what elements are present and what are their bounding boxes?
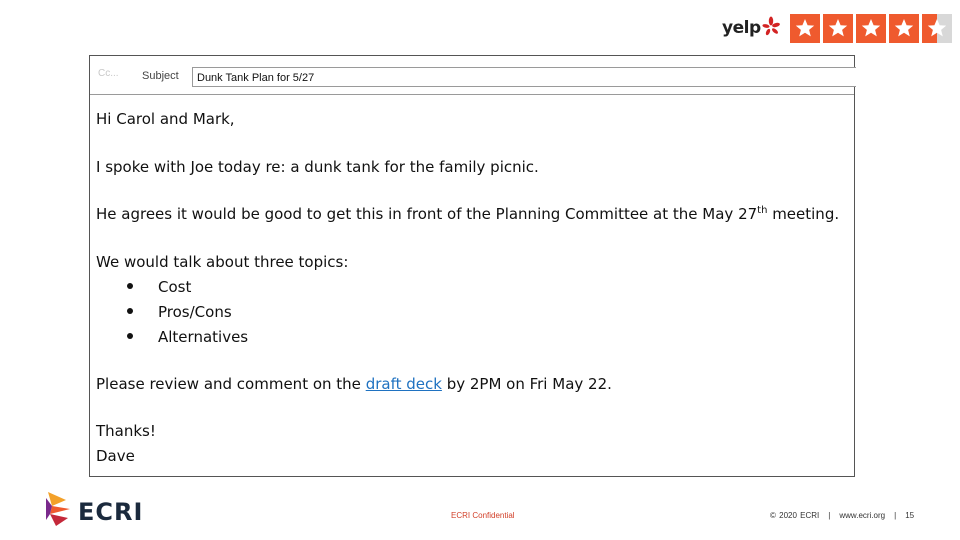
paragraph-1: I spoke with Joe today re: a dunk tank for the family picnic.	[96, 158, 539, 176]
star-icon	[889, 14, 919, 43]
list-item	[127, 303, 232, 321]
list-item	[127, 328, 248, 346]
footer-info	[770, 511, 923, 520]
star-icon	[823, 14, 853, 43]
star-icon	[856, 14, 886, 43]
bullet-icon	[127, 333, 133, 339]
greeting-line: Hi Carol and Mark,	[96, 110, 235, 128]
email-message	[89, 55, 855, 477]
bullet-icon	[127, 308, 133, 314]
ecri-logo	[46, 492, 143, 531]
review-text: Please review and comment on the	[96, 375, 366, 393]
subject-row	[90, 56, 854, 94]
confidential-notice: ECRI Confidential	[451, 511, 515, 520]
subject-label: Subject	[142, 70, 179, 82]
page-number: 15	[905, 511, 915, 520]
paragraph-2-text: He agrees it would be good to get this in front of the Planning Committee at the May 27	[96, 205, 758, 223]
list-item	[127, 278, 191, 296]
ecri-logo-icon	[46, 492, 72, 531]
copyright: © 2020 ECRI	[770, 511, 820, 520]
yelp-wordmark: yelp	[722, 18, 761, 38]
review-request	[96, 375, 612, 393]
signature: Dave	[96, 447, 135, 465]
paragraph-2	[96, 205, 839, 223]
star-rating	[790, 14, 952, 43]
topic-text: Cost	[158, 278, 192, 296]
header-divider	[90, 94, 854, 95]
topics-intro: We would talk about three topics:	[96, 253, 349, 271]
cc-label: Cc...	[98, 68, 119, 79]
website-link[interactable]: www.ecri.org	[839, 511, 886, 520]
ecri-wordmark: ECRI	[78, 497, 144, 526]
star-icon	[790, 14, 820, 43]
topic-text: Pros/Cons	[158, 303, 232, 321]
ordinal-suffix: th	[757, 205, 768, 216]
bullet-icon	[127, 283, 133, 289]
draft-deck-link[interactable]: draft deck	[365, 375, 442, 393]
separator: |	[894, 511, 897, 520]
subject-input[interactable]: Dunk Tank Plan for 5/27	[192, 67, 856, 87]
yelp-burst-icon	[762, 16, 780, 41]
topic-text: Alternatives	[158, 328, 249, 346]
separator: |	[828, 511, 831, 520]
paragraph-2-end: meeting.	[767, 205, 840, 223]
review-deadline: by 2PM on Fri May 22.	[441, 375, 612, 393]
closing-line: Thanks!	[96, 422, 156, 440]
half-star-icon	[922, 14, 952, 43]
yelp-rating	[722, 13, 952, 43]
